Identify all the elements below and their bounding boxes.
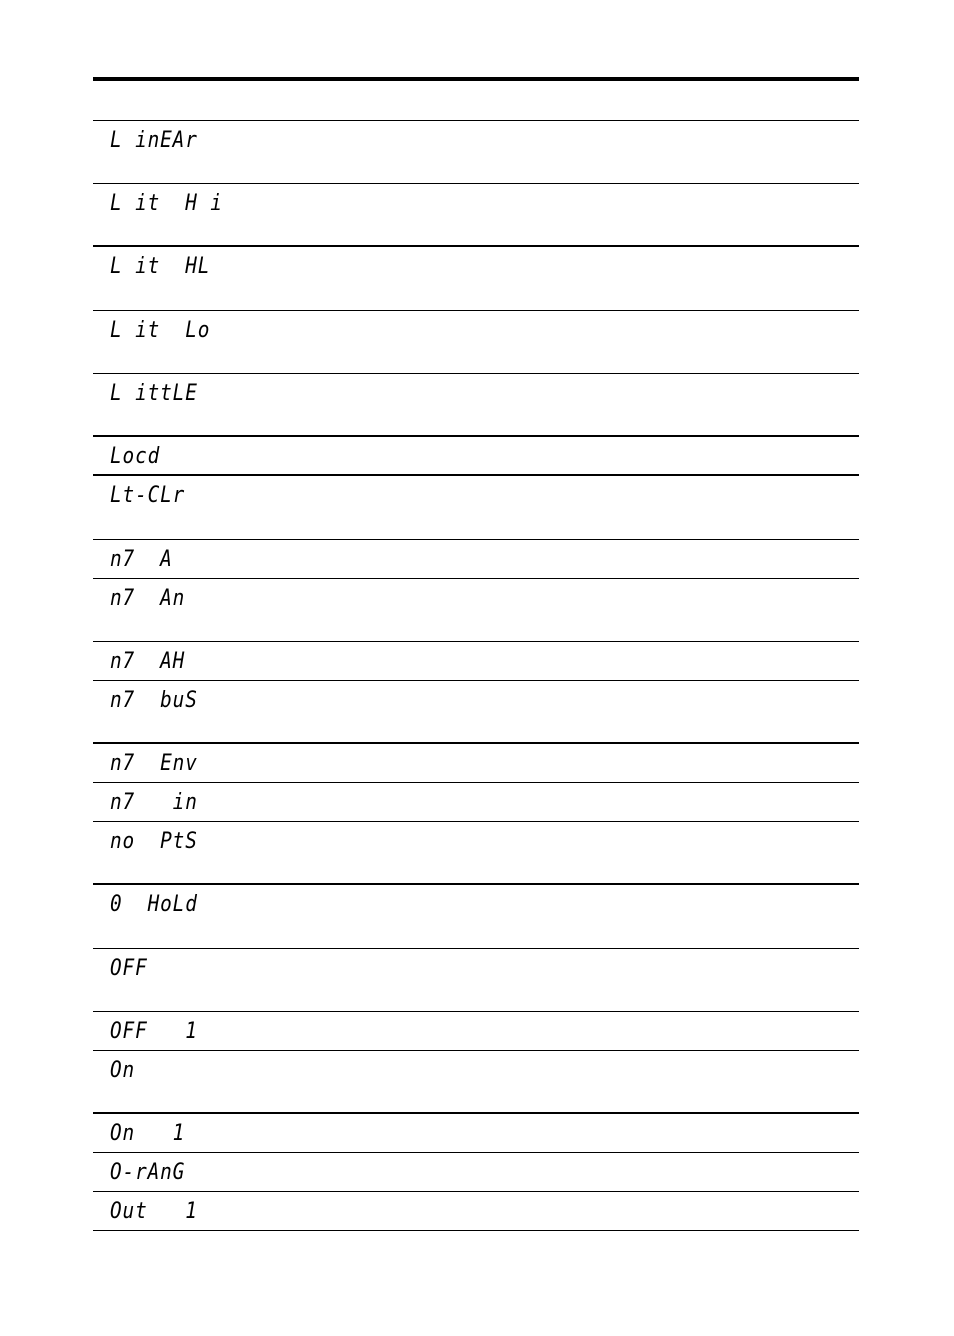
display-code: L ittLE <box>110 381 198 406</box>
table-row <box>93 579 859 642</box>
display-code: L inEAr <box>110 128 198 153</box>
table-row <box>93 1012 859 1051</box>
display-code: n7 Env <box>110 751 198 776</box>
display-code: On <box>110 1058 136 1083</box>
table-row <box>93 949 859 1012</box>
table-header <box>93 81 859 121</box>
display-code: n7 An <box>110 586 186 611</box>
display-code: L it H i <box>110 191 223 216</box>
display-code: no PtS <box>110 829 198 854</box>
table-row <box>93 885 859 949</box>
table-row <box>93 1051 859 1114</box>
table-row <box>93 247 859 311</box>
table-row <box>93 437 859 476</box>
table-row <box>93 311 859 374</box>
table-row <box>93 540 859 579</box>
display-code: L it HL <box>110 254 211 279</box>
table-row <box>93 476 859 540</box>
display-code: Out 1 <box>110 1199 198 1224</box>
table-row <box>93 1153 859 1192</box>
display-code: OFF <box>110 956 148 981</box>
display-code: Locd <box>110 444 161 469</box>
display-code: Lt-CLr <box>110 483 186 508</box>
table-row <box>93 783 859 822</box>
display-code: n7 AH <box>110 649 186 674</box>
display-code: n7 A <box>110 547 173 572</box>
table-row <box>93 1114 859 1153</box>
display-code: n7 in <box>110 790 198 815</box>
table-row <box>93 1192 859 1231</box>
display-code: OFF 1 <box>110 1019 198 1044</box>
display-code: L it Lo <box>110 318 211 343</box>
table-row <box>93 822 859 885</box>
table-row <box>93 374 859 437</box>
table-row <box>93 184 859 247</box>
table-row <box>93 642 859 681</box>
display-code: 0 HoLd <box>110 892 198 917</box>
display-code: On 1 <box>110 1121 186 1146</box>
table-row <box>93 681 859 744</box>
table-row <box>93 121 859 184</box>
display-code: O-rAnG <box>110 1160 186 1185</box>
display-code: n7 buS <box>110 688 198 713</box>
table-row <box>93 744 859 783</box>
